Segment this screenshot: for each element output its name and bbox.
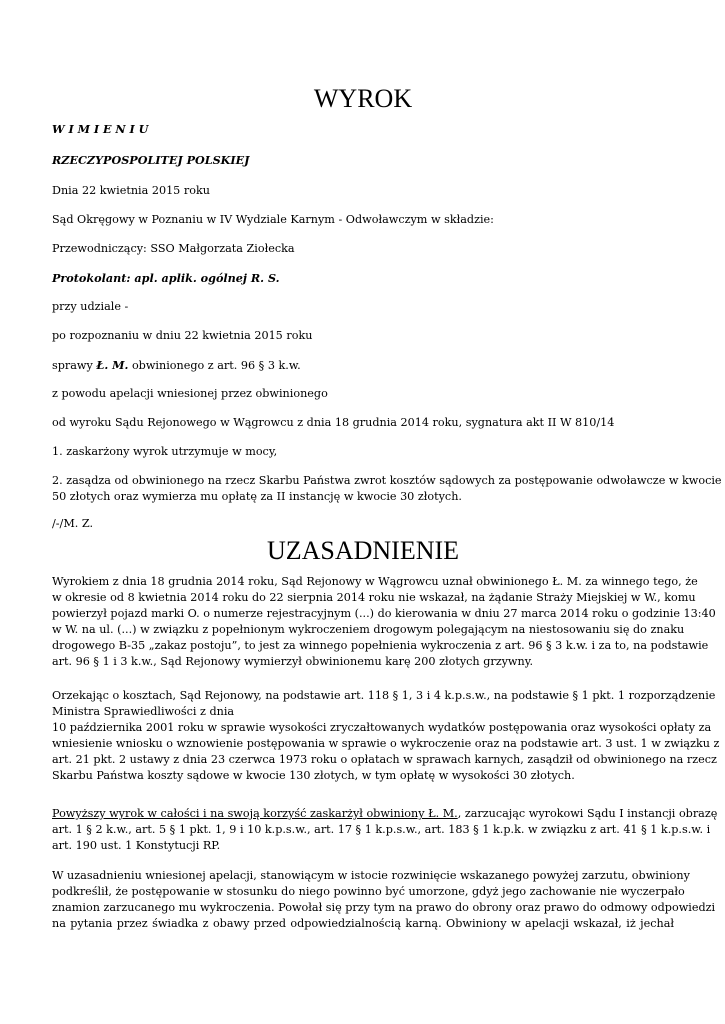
ruling-point-2-line: 2. zasądza od obwinionego na rzecz Skarbu Państwa zwrot kosztów sądowych za postępowanie odwoławcze w kwocie — [52, 474, 722, 487]
case-charge: obwinionego z art. 96 § 3 k.w. — [128, 359, 301, 372]
paragraph-line: art. 96 § 1 i 3 k.w., Sąd Rejonowy wymierzył obwinionemu karę 200 złotych grzywny. — [52, 655, 534, 668]
in-the-name-line: W I M I E N I U — [52, 122, 149, 136]
lower-court-judgment-line: od wyroku Sądu Rejonowego w Wągrowcu z dnia 18 grudnia 2014 roku, sygnatura akt II W 810/14 — [52, 416, 615, 429]
paragraph-line: w W. na ul. (...) w związku z popełnionym wykroczeniem drogowym polegającym na niestosowaniu się do znaku — [52, 623, 685, 636]
appeal-charge-text: , zarzucając wyrokowi Sądu I instancji obrazę — [457, 807, 718, 820]
paragraph-line — [52, 806, 718, 822]
paragraph-line: drogowego B-35 „zakaz postoju”, to jest za winnego popełnienia wykroczenia z art. 96 § 3 k.w. i za to, na podstawie — [52, 639, 709, 652]
appeal-underlined-text: Powyższy wyrok w całości i na swoją korzyść zaskarżył obwiniony Ł. M. — [52, 807, 458, 820]
justification-title: UZASADNIENIE — [266, 536, 460, 565]
participation-line: przy udziale - — [52, 300, 129, 313]
paragraph-line: art. 21 pkt. 2 ustawy z dnia 23 czerwca 1973 roku o opłatach w sprawach karnych, zasądził od obwinionego na rzecz — [52, 753, 717, 766]
court-clerk: Protokolant: apl. aplik. ogólnej R. S. — [52, 271, 280, 285]
case-prefix: sprawy — [52, 359, 97, 372]
paragraph-line: powierzył pojazd marki O. o numerze rejestracyjnym (...) do kierowania w dniu 27 marca 2014 roku o godzinie 13:40 — [52, 607, 716, 620]
hearing-date-line: po rozpoznaniu w dniu 22 kwietnia 2015 roku — [52, 329, 313, 342]
presiding-judge: Przewodniczący: SSO Małgorzata Ziołecka — [52, 242, 295, 255]
judgment-date: Dnia 22 kwietnia 2015 roku — [52, 184, 210, 197]
signature: /-/M. Z. — [52, 517, 94, 530]
court-composition: Sąd Okręgowy w Poznaniu w IV Wydziale Karnym - Odwoławczym w składzie: — [52, 213, 494, 226]
case-line — [52, 357, 301, 374]
paragraph-line: art. 190 ust. 1 Konstytucji RP. — [52, 839, 221, 852]
appeal-line: z powodu apelacji wniesionej przez obwinionego — [52, 387, 328, 400]
paragraph-line: Skarbu Państwa koszty sądowe w kwocie 130 złotych, w tym opłatę w wysokości 30 złotych. — [52, 769, 575, 782]
paragraph-line: podkreślił, że postępowanie w stosunku do niego powinno być umorzone, gdyż jego zachowanie nie wyczerpało — [52, 885, 685, 898]
ruling-point-1: 1. zaskarżony wyrok utrzymuje w mocy, — [52, 445, 278, 458]
ruling-point-2 — [52, 473, 722, 505]
paragraph-line: Wyrokiem z dnia 18 grudnia 2014 roku, Sąd Rejonowy w Wągrowcu uznał obwinionego Ł. M. za winnego tego, że — [52, 575, 698, 588]
paragraph-line: W uzasadnieniu wniesionej apelacji, stanowiącym w istocie rozwinięcie wskazanego powyżej zarzutu, obwiniony — [52, 869, 690, 882]
paragraph-line: w okresie od 8 kwietnia 2014 roku do 22 sierpnia 2014 roku nie wskazał, na żądanie Straży Miejskiej w W., komu — [52, 591, 696, 604]
defendant-name: Ł. M. — [96, 358, 129, 372]
paragraph-line: Ministra Sprawiedliwości z dnia — [52, 705, 235, 718]
justification-paragraph-4 — [52, 868, 716, 932]
justification-paragraph-3 — [52, 806, 718, 854]
paragraph-line: 10 października 2001 roku w sprawie wysokości zryczałtowanych wydatków postępowania oraz wysokości opłaty za — [52, 721, 712, 734]
paragraph-line: na pytania przez świadka z obawy przed odpowiedzialnością karną. Obwiniony w apelacji wskazał, iż jechał — [52, 917, 674, 930]
paragraph-line: Orzekając o kosztach, Sąd Rejonowy, na podstawie art. 118 § 1, 3 i 4 k.p.s.w., na podstawie § 1 pkt. 1 rozporządzenie — [52, 689, 716, 702]
justification-paragraph-2 — [52, 688, 720, 784]
paragraph-line: wniesienie wniosku o wznowienie postępowania w sprawie o wykroczenie oraz na podstawie art. 3 ust. 1 w związku z — [52, 737, 720, 750]
paragraph-line: art. 1 § 2 k.w., art. 5 § 1 pkt. 1, 9 i 10 k.p.s.w., art. 17 § 1 k.p.s.w., art. 183 § 1 k.p.k. w związku z art. 41 § 1 k.p.s.w. i — [52, 823, 711, 836]
document-title: WYROK — [313, 84, 413, 113]
ruling-point-2-line: 50 złotych oraz wymierza mu opłatę za II instancję w kwocie 30 złotych. — [52, 490, 462, 503]
paragraph-line: znamion zarzucanego mu wykroczenia. Powołał się przy tym na prawo do obrony oraz prawo do odmowy odpowiedzi — [52, 901, 716, 914]
justification-paragraph-1 — [52, 574, 716, 670]
republic-line: RZECZYPOSPOLITEJ POLSKIEJ — [52, 153, 250, 167]
